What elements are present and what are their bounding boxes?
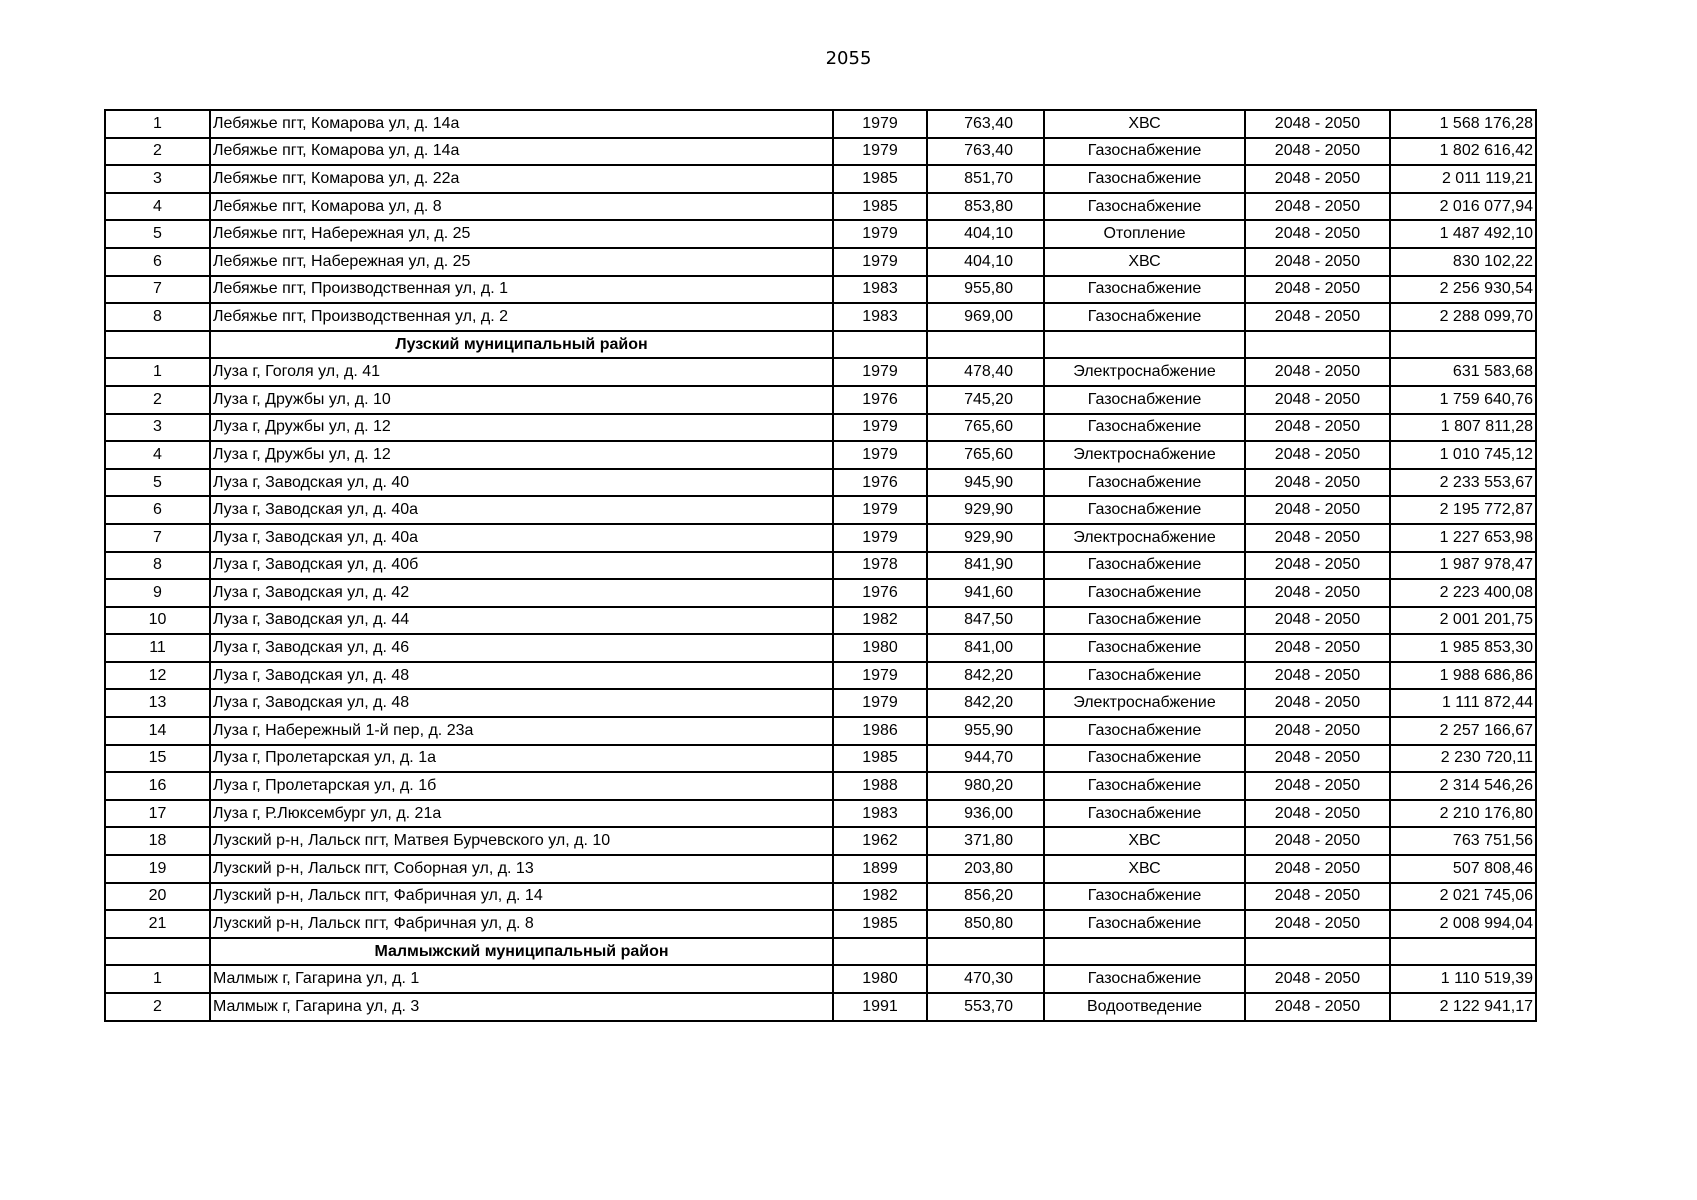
year-cell: 1982 (833, 607, 927, 635)
work-type-cell: Газоснабжение (1044, 800, 1245, 828)
empty-cell (1245, 331, 1390, 359)
period-cell: 2048 - 2050 (1245, 138, 1390, 166)
table-row (105, 248, 1536, 276)
year-cell: 1985 (833, 745, 927, 773)
year-cell: 1979 (833, 496, 927, 524)
empty-cell (1245, 938, 1390, 966)
area-cell: 936,00 (927, 800, 1044, 828)
year-cell: 1979 (833, 110, 927, 138)
work-type-cell: Газоснабжение (1044, 414, 1245, 442)
table-row (105, 965, 1536, 993)
period-cell: 2048 - 2050 (1245, 965, 1390, 993)
work-type-cell: Газоснабжение (1044, 772, 1245, 800)
period-cell: 2048 - 2050 (1245, 910, 1390, 938)
table-row (105, 358, 1536, 386)
row-number-cell: 18 (105, 827, 210, 855)
work-type-cell: Отопление (1044, 220, 1245, 248)
area-cell: 851,70 (927, 165, 1044, 193)
year-cell: 1980 (833, 634, 927, 662)
period-cell: 2048 - 2050 (1245, 276, 1390, 304)
district-header-row (105, 331, 1536, 359)
period-cell: 2048 - 2050 (1245, 745, 1390, 773)
row-number-cell: 13 (105, 689, 210, 717)
table-row (105, 993, 1536, 1021)
work-type-cell: Газоснабжение (1044, 386, 1245, 414)
period-cell: 2048 - 2050 (1245, 193, 1390, 221)
empty-cell (833, 938, 927, 966)
area-cell: 470,30 (927, 965, 1044, 993)
cost-cell: 1 010 745,12 (1390, 441, 1536, 469)
table-body (105, 110, 1536, 1021)
year-cell: 1978 (833, 552, 927, 580)
cost-cell: 2 016 077,94 (1390, 193, 1536, 221)
area-cell: 941,60 (927, 579, 1044, 607)
period-cell: 2048 - 2050 (1245, 524, 1390, 552)
table-row (105, 717, 1536, 745)
table-row (105, 138, 1536, 166)
address-cell: Луза г, Набережный 1-й пер, д. 23а (210, 717, 833, 745)
table-row (105, 662, 1536, 690)
period-cell: 2048 - 2050 (1245, 772, 1390, 800)
work-type-cell: Газоснабжение (1044, 634, 1245, 662)
address-cell: Лебяжье пгт, Производственная ул, д. 1 (210, 276, 833, 304)
area-cell: 944,70 (927, 745, 1044, 773)
address-cell: Луза г, Пролетарская ул, д. 1а (210, 745, 833, 773)
cost-cell: 1 985 853,30 (1390, 634, 1536, 662)
year-cell: 1979 (833, 358, 927, 386)
row-number-cell: 15 (105, 745, 210, 773)
row-number-cell: 10 (105, 607, 210, 635)
cost-cell: 830 102,22 (1390, 248, 1536, 276)
address-cell: Лузский р-н, Лальск пгт, Соборная ул, д. 13 (210, 855, 833, 883)
area-cell: 842,20 (927, 689, 1044, 717)
district-header-row (105, 938, 1536, 966)
district-name: Лузский муниципальный район (210, 331, 833, 359)
work-type-cell: ХВС (1044, 110, 1245, 138)
table-row (105, 579, 1536, 607)
empty-cell (105, 331, 210, 359)
empty-cell (927, 331, 1044, 359)
table-row (105, 193, 1536, 221)
work-type-cell: Газоснабжение (1044, 165, 1245, 193)
work-type-cell: ХВС (1044, 827, 1245, 855)
year-cell: 1983 (833, 800, 927, 828)
cost-cell: 2 314 546,26 (1390, 772, 1536, 800)
empty-cell (1044, 938, 1245, 966)
cost-cell: 763 751,56 (1390, 827, 1536, 855)
page-number: 2055 (825, 48, 872, 69)
cost-cell: 2 256 930,54 (1390, 276, 1536, 304)
work-type-cell: Газоснабжение (1044, 552, 1245, 580)
area-cell: 763,40 (927, 110, 1044, 138)
area-cell: 842,20 (927, 662, 1044, 690)
row-number-cell: 1 (105, 110, 210, 138)
work-type-cell: Газоснабжение (1044, 607, 1245, 635)
cost-cell: 1 568 176,28 (1390, 110, 1536, 138)
period-cell: 2048 - 2050 (1245, 386, 1390, 414)
area-cell: 404,10 (927, 220, 1044, 248)
row-number-cell: 21 (105, 910, 210, 938)
table-row (105, 441, 1536, 469)
year-cell: 1986 (833, 717, 927, 745)
work-type-cell: Газоснабжение (1044, 193, 1245, 221)
cost-cell: 2 223 400,08 (1390, 579, 1536, 607)
work-type-cell: Газоснабжение (1044, 469, 1245, 497)
row-number-cell: 7 (105, 276, 210, 304)
period-cell: 2048 - 2050 (1245, 717, 1390, 745)
address-cell: Лебяжье пгт, Комарова ул, д. 14а (210, 110, 833, 138)
table-row (105, 469, 1536, 497)
period-cell: 2048 - 2050 (1245, 469, 1390, 497)
row-number-cell: 19 (105, 855, 210, 883)
period-cell: 2048 - 2050 (1245, 248, 1390, 276)
cost-cell: 1 988 686,86 (1390, 662, 1536, 690)
address-cell: Лебяжье пгт, Набережная ул, д. 25 (210, 220, 833, 248)
row-number-cell: 8 (105, 303, 210, 331)
area-cell: 853,80 (927, 193, 1044, 221)
row-number-cell: 3 (105, 414, 210, 442)
period-cell: 2048 - 2050 (1245, 855, 1390, 883)
address-cell: Лузский р-н, Лальск пгт, Фабричная ул, д. 8 (210, 910, 833, 938)
period-cell: 2048 - 2050 (1245, 579, 1390, 607)
row-number-cell: 11 (105, 634, 210, 662)
area-cell: 929,90 (927, 496, 1044, 524)
table-row (105, 910, 1536, 938)
table-row (105, 414, 1536, 442)
area-cell: 929,90 (927, 524, 1044, 552)
address-cell: Луза г, Заводская ул, д. 48 (210, 689, 833, 717)
cost-cell: 631 583,68 (1390, 358, 1536, 386)
row-number-cell: 6 (105, 496, 210, 524)
address-cell: Луза г, Гоголя ул, д. 41 (210, 358, 833, 386)
address-cell: Лебяжье пгт, Производственная ул, д. 2 (210, 303, 833, 331)
empty-cell (1390, 938, 1536, 966)
row-number-cell: 6 (105, 248, 210, 276)
address-cell: Малмыж г, Гагарина ул, д. 1 (210, 965, 833, 993)
table-row (105, 607, 1536, 635)
area-cell: 203,80 (927, 855, 1044, 883)
area-cell: 945,90 (927, 469, 1044, 497)
year-cell: 1983 (833, 303, 927, 331)
address-cell: Луза г, Заводская ул, д. 40 (210, 469, 833, 497)
address-cell: Лебяжье пгт, Комарова ул, д. 8 (210, 193, 833, 221)
work-type-cell: Водоотведение (1044, 993, 1245, 1021)
cost-cell: 1 987 978,47 (1390, 552, 1536, 580)
table-row (105, 827, 1536, 855)
work-type-cell: Газоснабжение (1044, 717, 1245, 745)
cost-cell: 1 227 653,98 (1390, 524, 1536, 552)
year-cell: 1980 (833, 965, 927, 993)
area-cell: 765,60 (927, 441, 1044, 469)
year-cell: 1962 (833, 827, 927, 855)
table-row (105, 800, 1536, 828)
address-cell: Луза г, Пролетарская ул, д. 1б (210, 772, 833, 800)
cost-cell: 2 230 720,11 (1390, 745, 1536, 773)
year-cell: 1976 (833, 386, 927, 414)
address-cell: Лебяжье пгт, Комарова ул, д. 14а (210, 138, 833, 166)
period-cell: 2048 - 2050 (1245, 827, 1390, 855)
row-number-cell: 1 (105, 358, 210, 386)
cost-cell: 1 487 492,10 (1390, 220, 1536, 248)
period-cell: 2048 - 2050 (1245, 303, 1390, 331)
area-cell: 850,80 (927, 910, 1044, 938)
period-cell: 2048 - 2050 (1245, 414, 1390, 442)
period-cell: 2048 - 2050 (1245, 634, 1390, 662)
work-type-cell: ХВС (1044, 248, 1245, 276)
period-cell: 2048 - 2050 (1245, 993, 1390, 1021)
cost-cell: 1 759 640,76 (1390, 386, 1536, 414)
table-row (105, 745, 1536, 773)
table-row (105, 496, 1536, 524)
row-number-cell: 8 (105, 552, 210, 580)
table-row (105, 524, 1536, 552)
area-cell: 553,70 (927, 993, 1044, 1021)
row-number-cell: 14 (105, 717, 210, 745)
cost-cell: 2 210 176,80 (1390, 800, 1536, 828)
year-cell: 1976 (833, 469, 927, 497)
cost-cell: 2 011 119,21 (1390, 165, 1536, 193)
row-number-cell: 17 (105, 800, 210, 828)
period-cell: 2048 - 2050 (1245, 165, 1390, 193)
year-cell: 1988 (833, 772, 927, 800)
year-cell: 1979 (833, 220, 927, 248)
year-cell: 1979 (833, 689, 927, 717)
period-cell: 2048 - 2050 (1245, 552, 1390, 580)
area-cell: 841,00 (927, 634, 1044, 662)
row-number-cell: 2 (105, 138, 210, 166)
cost-cell: 2 195 772,87 (1390, 496, 1536, 524)
empty-cell (1390, 331, 1536, 359)
work-type-cell: Газоснабжение (1044, 662, 1245, 690)
year-cell: 1985 (833, 910, 927, 938)
address-cell: Лебяжье пгт, Набережная ул, д. 25 (210, 248, 833, 276)
period-cell: 2048 - 2050 (1245, 883, 1390, 911)
area-cell: 955,80 (927, 276, 1044, 304)
area-cell: 371,80 (927, 827, 1044, 855)
year-cell: 1982 (833, 883, 927, 911)
area-cell: 847,50 (927, 607, 1044, 635)
cost-cell: 1 807 811,28 (1390, 414, 1536, 442)
row-number-cell: 16 (105, 772, 210, 800)
year-cell: 1979 (833, 524, 927, 552)
work-type-cell: Газоснабжение (1044, 496, 1245, 524)
work-type-cell: Электроснабжение (1044, 441, 1245, 469)
address-cell: Луза г, Заводская ул, д. 44 (210, 607, 833, 635)
period-cell: 2048 - 2050 (1245, 110, 1390, 138)
area-cell: 955,90 (927, 717, 1044, 745)
year-cell: 1985 (833, 165, 927, 193)
address-cell: Лузский р-н, Лальск пгт, Фабричная ул, д. 14 (210, 883, 833, 911)
table-row (105, 220, 1536, 248)
address-cell: Луза г, Р.Люксембург ул, д. 21а (210, 800, 833, 828)
area-cell: 856,20 (927, 883, 1044, 911)
address-cell: Луза г, Заводская ул, д. 48 (210, 662, 833, 690)
table-row (105, 552, 1536, 580)
work-type-cell: Электроснабжение (1044, 524, 1245, 552)
area-cell: 745,20 (927, 386, 1044, 414)
year-cell: 1899 (833, 855, 927, 883)
cost-cell: 2 288 099,70 (1390, 303, 1536, 331)
empty-cell (927, 938, 1044, 966)
address-cell: Лузский р-н, Лальск пгт, Матвея Бурчевского ул, д. 10 (210, 827, 833, 855)
period-cell: 2048 - 2050 (1245, 689, 1390, 717)
year-cell: 1979 (833, 248, 927, 276)
table-row (105, 303, 1536, 331)
area-cell: 765,60 (927, 414, 1044, 442)
work-type-cell: Электроснабжение (1044, 358, 1245, 386)
cost-cell: 1 110 519,39 (1390, 965, 1536, 993)
area-cell: 478,40 (927, 358, 1044, 386)
table-row (105, 110, 1536, 138)
address-cell: Луза г, Дружбы ул, д. 12 (210, 441, 833, 469)
cost-cell: 507 808,46 (1390, 855, 1536, 883)
row-number-cell: 20 (105, 883, 210, 911)
year-cell: 1979 (833, 138, 927, 166)
year-cell: 1976 (833, 579, 927, 607)
year-cell: 1979 (833, 441, 927, 469)
cost-cell: 2 008 994,04 (1390, 910, 1536, 938)
empty-cell (105, 938, 210, 966)
table-row (105, 689, 1536, 717)
period-cell: 2048 - 2050 (1245, 220, 1390, 248)
period-cell: 2048 - 2050 (1245, 662, 1390, 690)
cost-cell: 2 257 166,67 (1390, 717, 1536, 745)
address-cell: Лебяжье пгт, Комарова ул, д. 22а (210, 165, 833, 193)
work-type-cell: Газоснабжение (1044, 303, 1245, 331)
year-cell: 1979 (833, 662, 927, 690)
work-type-cell: Электроснабжение (1044, 689, 1245, 717)
period-cell: 2048 - 2050 (1245, 607, 1390, 635)
cost-cell: 2 021 745,06 (1390, 883, 1536, 911)
cost-cell: 2 122 941,17 (1390, 993, 1536, 1021)
row-number-cell: 4 (105, 193, 210, 221)
table-row (105, 883, 1536, 911)
row-number-cell: 12 (105, 662, 210, 690)
work-type-cell: Газоснабжение (1044, 276, 1245, 304)
row-number-cell: 1 (105, 965, 210, 993)
year-cell: 1983 (833, 276, 927, 304)
empty-cell (833, 331, 927, 359)
work-type-cell: Газоснабжение (1044, 883, 1245, 911)
year-cell: 1991 (833, 993, 927, 1021)
row-number-cell: 3 (105, 165, 210, 193)
table-row (105, 634, 1536, 662)
area-cell: 404,10 (927, 248, 1044, 276)
cost-cell: 1 111 872,44 (1390, 689, 1536, 717)
row-number-cell: 5 (105, 469, 210, 497)
table-row (105, 386, 1536, 414)
work-type-cell: Газоснабжение (1044, 138, 1245, 166)
period-cell: 2048 - 2050 (1245, 441, 1390, 469)
work-type-cell: Газоснабжение (1044, 579, 1245, 607)
address-cell: Луза г, Заводская ул, д. 40а (210, 524, 833, 552)
year-cell: 1979 (833, 414, 927, 442)
cost-cell: 2 001 201,75 (1390, 607, 1536, 635)
row-number-cell: 7 (105, 524, 210, 552)
work-type-cell: ХВС (1044, 855, 1245, 883)
address-cell: Луза г, Заводская ул, д. 40а (210, 496, 833, 524)
table-row (105, 772, 1536, 800)
address-cell: Луза г, Заводская ул, д. 40б (210, 552, 833, 580)
registry-table (104, 109, 1537, 1022)
row-number-cell: 5 (105, 220, 210, 248)
empty-cell (1044, 331, 1245, 359)
cost-cell: 2 233 553,67 (1390, 469, 1536, 497)
address-cell: Луза г, Дружбы ул, д. 10 (210, 386, 833, 414)
area-cell: 969,00 (927, 303, 1044, 331)
table-row (105, 276, 1536, 304)
area-cell: 980,20 (927, 772, 1044, 800)
row-number-cell: 2 (105, 993, 210, 1021)
area-cell: 841,90 (927, 552, 1044, 580)
row-number-cell: 9 (105, 579, 210, 607)
work-type-cell: Газоснабжение (1044, 910, 1245, 938)
table-row (105, 855, 1536, 883)
address-cell: Луза г, Заводская ул, д. 42 (210, 579, 833, 607)
period-cell: 2048 - 2050 (1245, 358, 1390, 386)
year-cell: 1985 (833, 193, 927, 221)
area-cell: 763,40 (927, 138, 1044, 166)
address-cell: Луза г, Заводская ул, д. 46 (210, 634, 833, 662)
work-type-cell: Газоснабжение (1044, 965, 1245, 993)
table-row (105, 165, 1536, 193)
address-cell: Малмыж г, Гагарина ул, д. 3 (210, 993, 833, 1021)
row-number-cell: 4 (105, 441, 210, 469)
work-type-cell: Газоснабжение (1044, 745, 1245, 773)
row-number-cell: 2 (105, 386, 210, 414)
cost-cell: 1 802 616,42 (1390, 138, 1536, 166)
address-cell: Луза г, Дружбы ул, д. 12 (210, 414, 833, 442)
period-cell: 2048 - 2050 (1245, 800, 1390, 828)
period-cell: 2048 - 2050 (1245, 496, 1390, 524)
district-name: Малмыжский муниципальный район (210, 938, 833, 966)
